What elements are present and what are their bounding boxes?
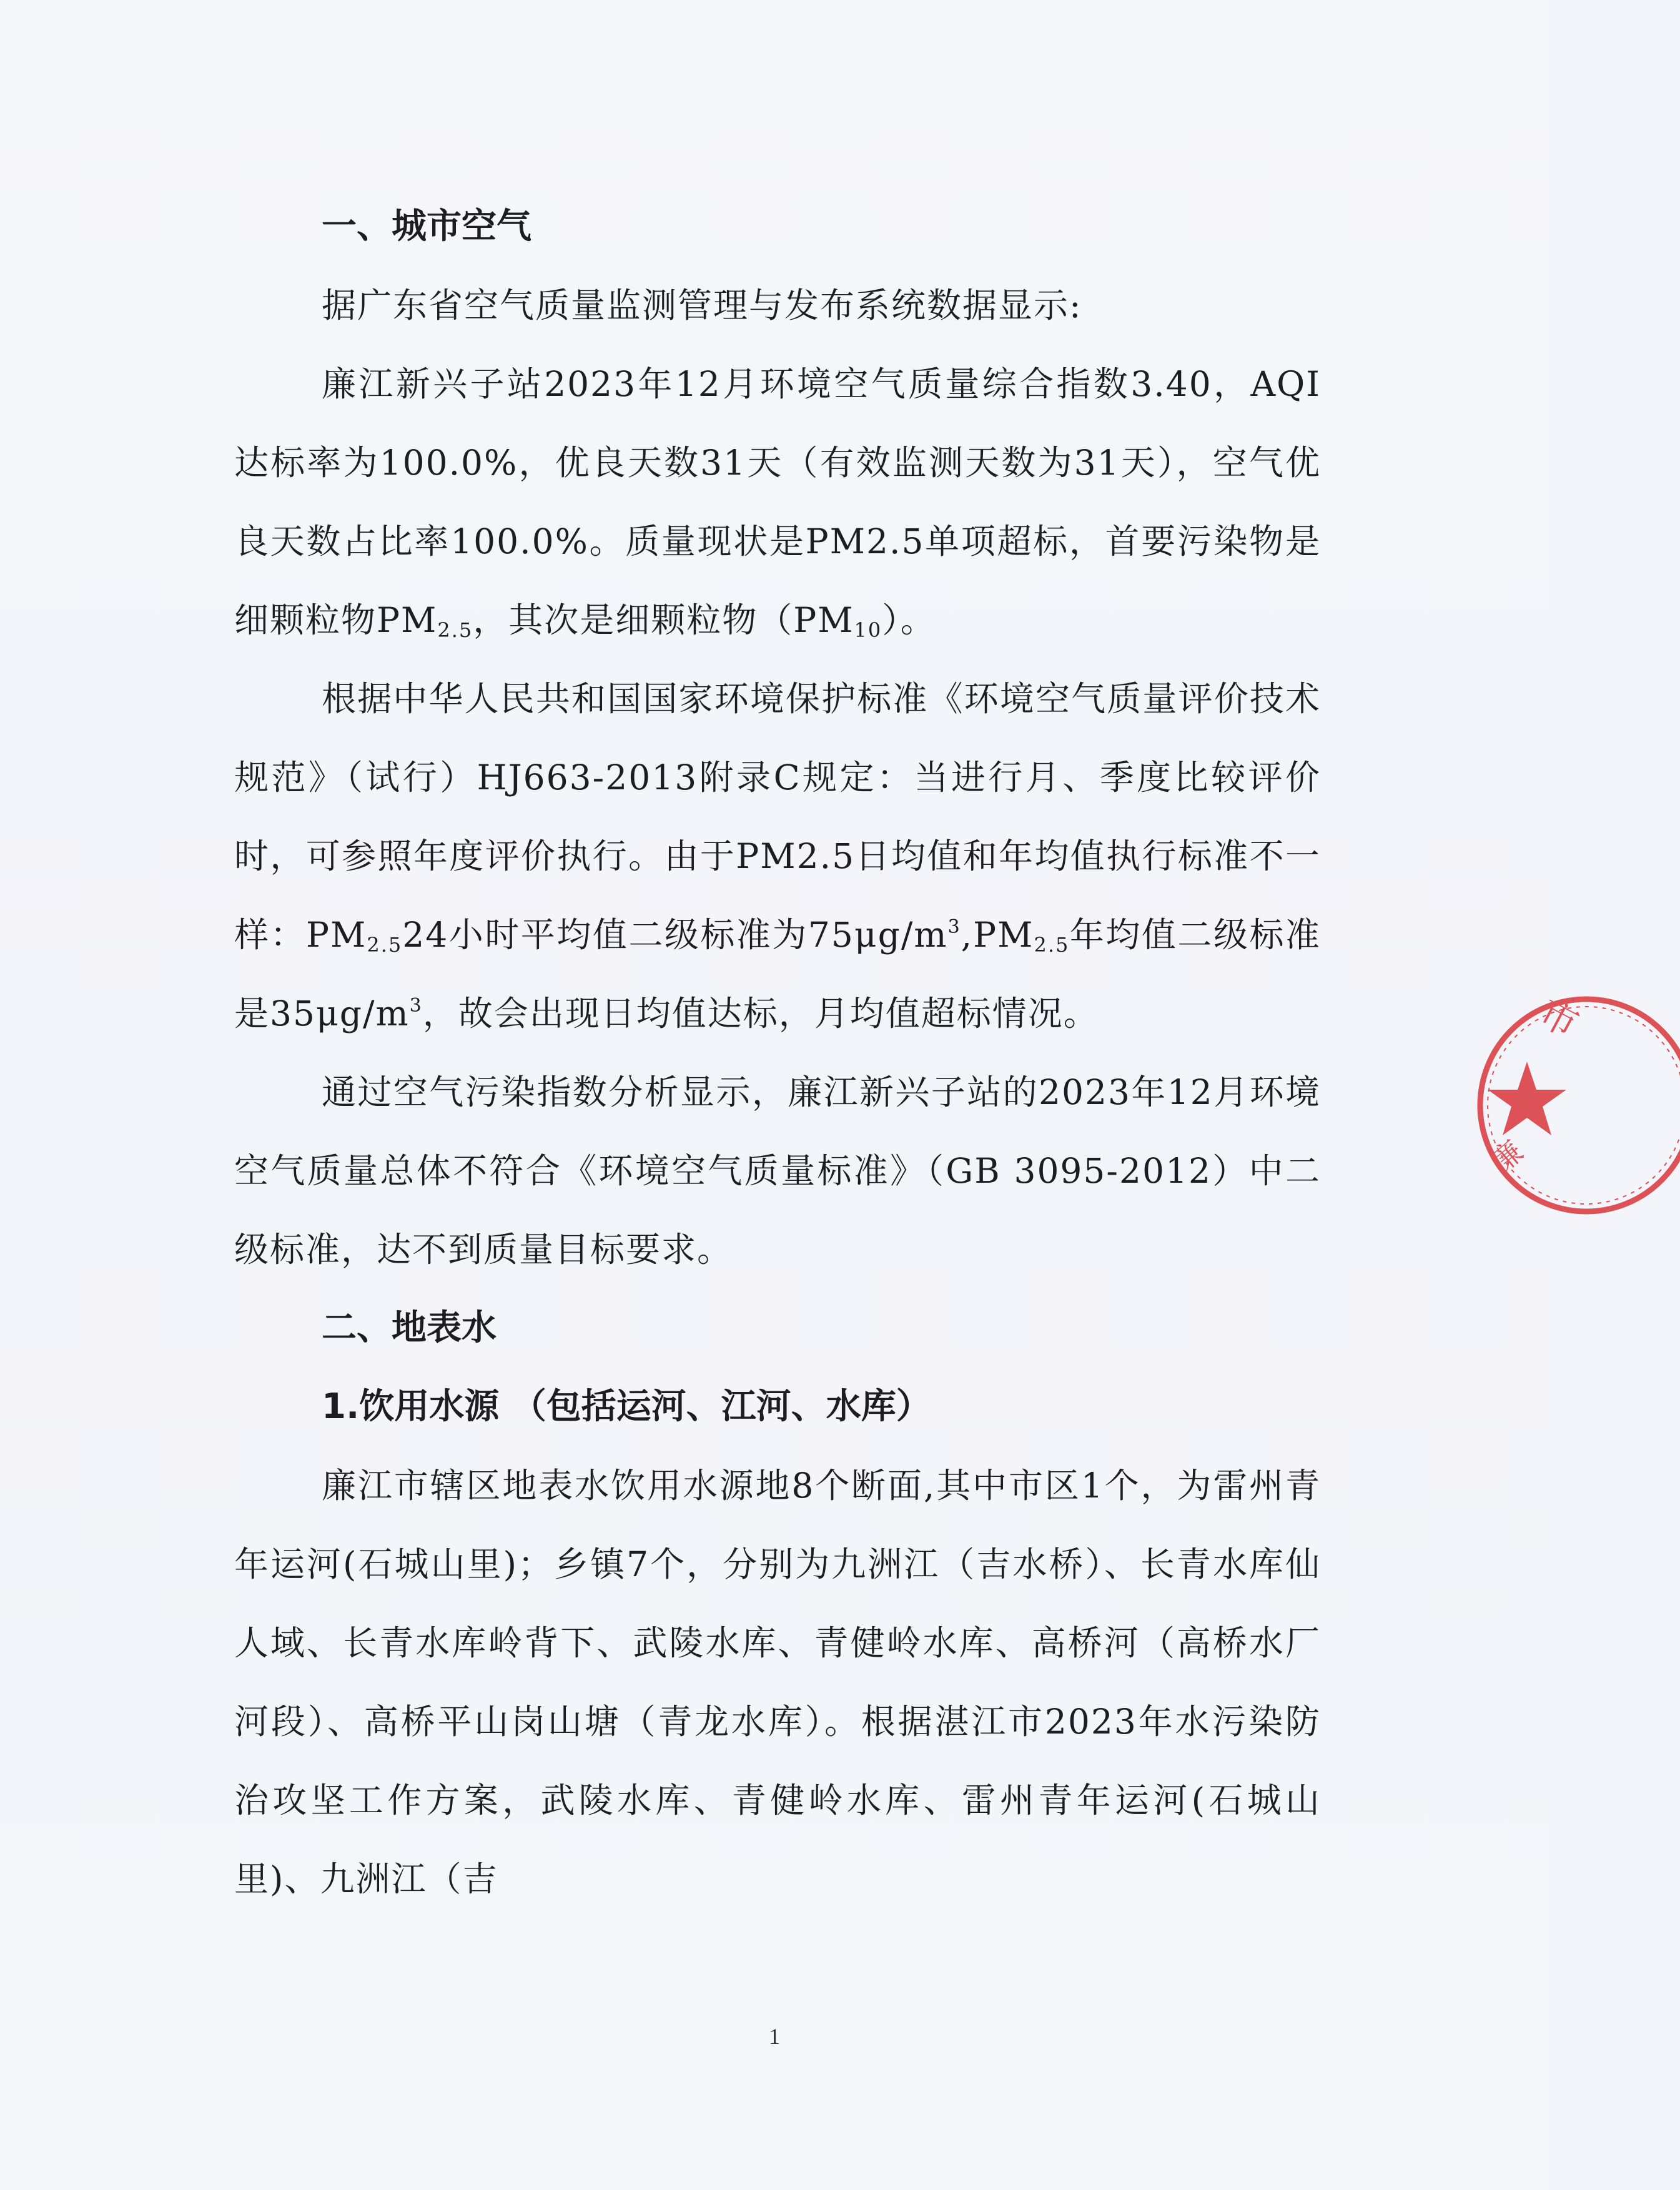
paragraph-conclusion: 通过空气污染指数分析显示，廉江新兴子站的2023年12月环境空气质量总体不符合《环境空气质量标准》（GB 3095-2012）中二级标准，达不到质量目标要求。 (234, 1072, 1321, 1270)
paragraph-aqi-summary (234, 345, 1321, 659)
svg-text:市: 市 (1531, 990, 1586, 1047)
cubic-superscript: 3 (947, 916, 961, 938)
aqi-text-b: ，其次是细颗粒物（PM (473, 600, 854, 640)
paragraph-water-sources: 廉江市辖区地表水饮用水源地8个断面,其中市区1个，为雷州青年运河(石城山里)；乡镇7个，分别为九洲江（吉水桥）、长青水库仙人域、长青水库岭背下、武陵水库、青健岭水库、高桥河（高桥水厂河段）、高桥平山岗山塘（青龙水库）。根据湛江市2023年水污染防治攻坚工作方案，武陵水库、青健岭水库、雷州青年运河(石城山里)、九洲江（吉 (234, 1466, 1321, 1899)
page-number: 1 (769, 2024, 780, 2049)
svg-text:廉: 廉 (1484, 1133, 1530, 1180)
pm25-subscript: 2.5 (367, 933, 403, 957)
paragraph-standard-explanation (234, 659, 1321, 1053)
std-text-d: 年均值二级标准是35μg/m (234, 915, 1321, 1033)
section-heading-city-air: 一、城市空气 (322, 206, 531, 247)
paragraph-data-source: 据广东省空气质量监测管理与发布系统数据显示: (322, 285, 1082, 325)
aqi-text-a: 廉江新兴子站2023年12月环境空气质量综合指数3.40，AQI达标率为100.0%，优良天数31天（有效监测天数为31天），空气优良天数占比率100.0%。质量现状是PM2.5单项超标，首要污染物是细颗粒物PM (234, 364, 1321, 640)
aqi-text-c: ）。 (882, 600, 936, 640)
pm10-subscript: 10 (854, 618, 882, 642)
pm25-subscript: 2.5 (437, 618, 473, 642)
std-text-e: ，故会出现日均值达标，月均值超标情况。 (422, 994, 1099, 1033)
section-heading-surface-water: 二、地表水 (322, 1308, 497, 1348)
official-seal-icon (1443, 962, 1680, 1274)
std-text-a: 根据中华人民共和国国家环境保护标准《环境空气质量评价技术规范》（试行）HJ663-2013附录C规定：当进行月、季度比较评价时，可参照年度评价执行。由于PM2.5日均值和年均值执行标准不一样：PM (234, 679, 1321, 955)
pm25-subscript: 2.5 (1034, 933, 1070, 957)
cubic-superscript: 3 (409, 995, 423, 1017)
std-text-b: 24小时平均值二级标准为75μg/m (402, 915, 948, 955)
subsection-heading-drinking-water: 1.饮用水源 （包括运河、江河、水库） (322, 1386, 931, 1427)
std-text-c: ,PM (961, 915, 1034, 955)
document-body (234, 187, 1321, 1918)
